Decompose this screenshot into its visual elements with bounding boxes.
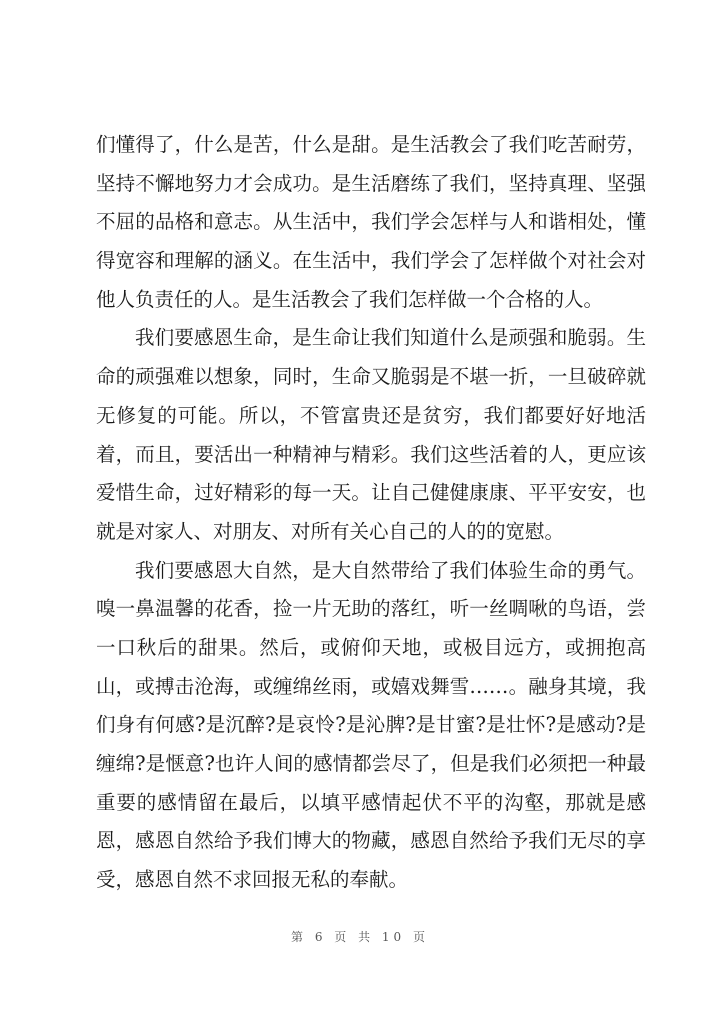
text-line: 们身有何感?是沉醉?是哀怜?是沁脾?是甘蜜?是壮怀?是感动?是 xyxy=(96,713,646,737)
paragraph-3 xyxy=(96,552,646,900)
text-line: 恩，感恩自然给予我们博大的物藏，感恩自然给予我们无尽的享 xyxy=(96,829,646,853)
paragraph-2 xyxy=(96,319,646,551)
text-line: 他人负责任的人。是生活教会了我们怎样做一个合格的人。 xyxy=(96,287,604,311)
text-line: 缠绵?是惬意?也许人间的感情都尝尽了，但是我们必须把一种最 xyxy=(96,752,646,775)
text-line: 受，感恩自然不求回报无私的奉献。 xyxy=(96,868,409,892)
text-line: 坚持不懈地努力才会成功。是生活磨练了我们，坚持真理、坚强 xyxy=(96,171,646,195)
text-line: 无修复的可能。所以，不管富贵还是贫穷，我们都要好好地活 xyxy=(96,403,646,427)
text-line: 重要的感情留在最后，以填平感情起伏不平的沟壑，那就是感 xyxy=(96,790,646,814)
text-line: 爱惜生命，过好精彩的每一天。让自己健健康康、平平安安，也 xyxy=(96,481,646,505)
text-line: 就是对家人、对朋友、对所有关心自己的人的的宽慰。 xyxy=(96,519,565,543)
text-line: 得宽容和理解的涵义。在生活中，我们学会了怎样做个对社会对 xyxy=(96,249,646,273)
page-number-footer: 第 6 页 共 10 页 xyxy=(291,930,429,944)
text-line: 命的顽强难以想象，同时，生命又脆弱是不堪一折，一旦破碎就 xyxy=(96,365,646,389)
paragraph-1 xyxy=(96,126,646,319)
text-line: 嗅一鼻温馨的花香，捡一片无助的落红，听一丝啁啾的鸟语，尝 xyxy=(96,597,646,621)
text-line: 山，或搏击沧海，或缠绵丝雨，或嬉戏舞雪……。融身其境，我 xyxy=(96,674,646,698)
text-line: 着，而且，要活出一种精神与精彩。我们这些活着的人，更应该 xyxy=(96,442,646,466)
text-line: 我们要感恩大自然，是大自然带给了我们体验生命的勇气。 xyxy=(135,558,646,582)
document-body xyxy=(96,126,646,900)
text-line: 一口秋后的甜果。然后，或俯仰天地，或极目远方，或拥抱高 xyxy=(96,635,646,659)
text-line: 不屈的品格和意志。从生活中，我们学会怎样与人和谐相处，懂 xyxy=(96,210,646,234)
text-line: 们懂得了，什么是苦，什么是甜。是生活教会了我们吃苦耐劳， xyxy=(96,133,646,156)
text-line: 我们要感恩生命，是生命让我们知道什么是顽强和脆弱。生 xyxy=(135,326,646,350)
